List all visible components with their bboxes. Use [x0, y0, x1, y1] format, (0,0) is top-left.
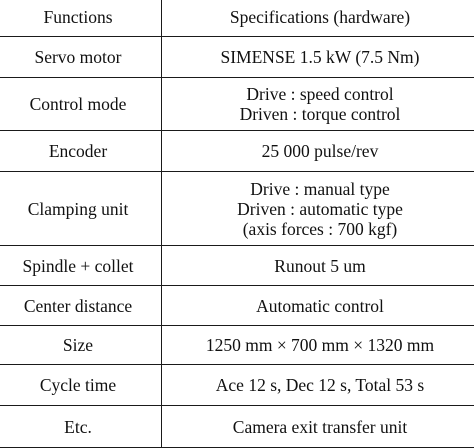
spec-cell	[162, 246, 474, 286]
table-row	[0, 365, 474, 406]
spec-line: Driven : automatic type	[164, 199, 474, 219]
spec-cell	[162, 78, 474, 131]
function-cell: Cycle time	[0, 365, 162, 406]
spec-line: Ace 12 s, Dec 12 s, Total 53 s	[164, 375, 474, 395]
function-cell: Center distance	[0, 286, 162, 326]
function-cell: Clamping unit	[0, 172, 162, 246]
spec-cell	[162, 286, 474, 326]
function-cell: Etc.	[0, 406, 162, 448]
function-cell: Control mode	[0, 78, 162, 131]
spec-line: Drive : speed control	[164, 84, 474, 104]
spec-line: (axis forces : 700 kgf)	[164, 219, 474, 239]
spec-cell	[162, 326, 474, 365]
header-row	[0, 0, 474, 37]
spec-cell	[162, 172, 474, 246]
spec-line: 1250 mm × 700 mm × 1320 mm	[164, 335, 474, 355]
spec-line: 25 000 pulse/rev	[164, 141, 474, 161]
table-row	[0, 286, 474, 326]
spec-line: Runout 5 um	[164, 256, 474, 276]
header-functions: Functions	[0, 0, 162, 37]
function-cell: Spindle + collet	[0, 246, 162, 286]
table-row	[0, 78, 474, 131]
table-row	[0, 37, 474, 78]
spec-line: SIMENSE 1.5 kW (7.5 Nm)	[164, 47, 474, 67]
table-row	[0, 326, 474, 365]
function-cell: Size	[0, 326, 162, 365]
function-cell: Encoder	[0, 131, 162, 172]
spec-line: Drive : manual type	[164, 179, 474, 199]
table-row	[0, 406, 474, 448]
spec-line: Automatic control	[164, 296, 474, 316]
spec-cell	[162, 365, 474, 406]
header-specifications: Specifications (hardware)	[162, 0, 474, 37]
spec-cell	[162, 37, 474, 78]
spec-line: Driven : torque control	[164, 104, 474, 124]
spec-cell	[162, 406, 474, 448]
spec-line: Camera exit transfer unit	[164, 417, 474, 437]
table-row	[0, 131, 474, 172]
function-cell: Servo motor	[0, 37, 162, 78]
table-row	[0, 246, 474, 286]
table-row	[0, 172, 474, 246]
spec-cell	[162, 131, 474, 172]
